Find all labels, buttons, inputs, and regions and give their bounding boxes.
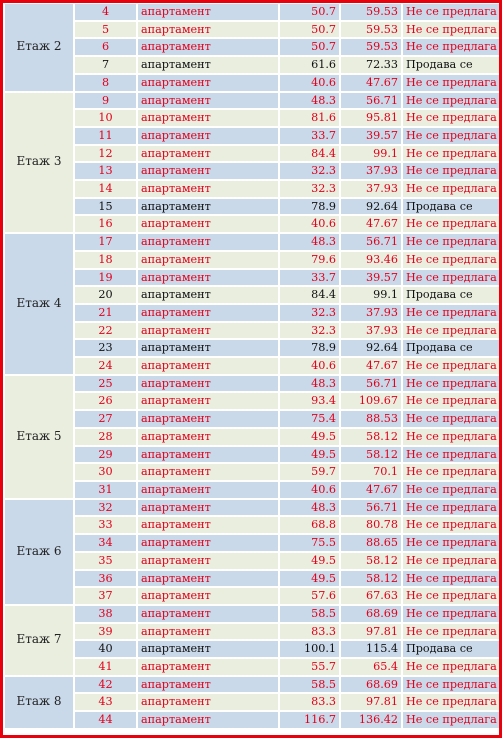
table-row <box>5 553 499 569</box>
apartment-status: Не се предлага <box>403 393 499 409</box>
table-row <box>5 712 499 728</box>
apartment-number: 23 <box>75 340 136 356</box>
apartment-type: апартамент <box>138 252 278 268</box>
apartment-total-area: 58.12 <box>341 571 401 587</box>
table-row <box>5 252 499 268</box>
apartment-status: Не се предлага <box>403 535 499 551</box>
apartment-number: 5 <box>75 22 136 38</box>
apartment-total-area: 88.53 <box>341 411 401 427</box>
table-row <box>5 677 499 693</box>
apartment-total-area: 47.67 <box>341 358 401 374</box>
apartment-type: апартамент <box>138 606 278 622</box>
apartment-area: 84.4 <box>280 146 339 162</box>
apartment-number: 43 <box>75 694 136 710</box>
apartment-number: 37 <box>75 588 136 604</box>
apartment-total-area: 97.81 <box>341 694 401 710</box>
table-row <box>5 411 499 427</box>
apartment-total-area: 37.93 <box>341 181 401 197</box>
apartment-status: Не се предлага <box>403 694 499 710</box>
apartment-number: 14 <box>75 181 136 197</box>
apartment-total-area: 65.4 <box>341 659 401 675</box>
table-row <box>5 376 499 392</box>
apartment-type: апартамент <box>138 163 278 179</box>
floor-label: Етаж 4 <box>5 234 73 374</box>
apartment-total-area: 92.64 <box>341 340 401 356</box>
apartment-total-area: 68.69 <box>341 677 401 693</box>
apartment-number: 27 <box>75 411 136 427</box>
apartment-total-area: 109.67 <box>341 393 401 409</box>
apartment-status: Продава се <box>403 199 499 215</box>
apartment-status: Не се предлага <box>403 712 499 728</box>
apartment-area: 116.7 <box>280 712 339 728</box>
apartment-total-area: 58.12 <box>341 429 401 445</box>
table-row <box>5 340 499 356</box>
apartment-area: 48.3 <box>280 93 339 109</box>
table-row <box>5 624 499 640</box>
apartment-type: апартамент <box>138 571 278 587</box>
apartment-area: 78.9 <box>280 340 339 356</box>
apartment-type: апартамент <box>138 57 278 73</box>
apartment-total-area: 67.63 <box>341 588 401 604</box>
apartment-number: 40 <box>75 641 136 657</box>
apartment-type: апартамент <box>138 411 278 427</box>
apartment-area: 33.7 <box>280 128 339 144</box>
apartment-type: апартамент <box>138 340 278 356</box>
apartment-total-area: 56.71 <box>341 93 401 109</box>
apartment-total-area: 80.78 <box>341 517 401 533</box>
apartment-area: 32.3 <box>280 323 339 339</box>
apartment-type: апартамент <box>138 447 278 463</box>
apartment-total-area: 99.1 <box>341 287 401 303</box>
apartment-number: 35 <box>75 553 136 569</box>
apartment-total-area: 56.71 <box>341 234 401 250</box>
apartment-number: 8 <box>75 75 136 91</box>
apartment-total-area: 56.71 <box>341 500 401 516</box>
apartment-status: Не се предлага <box>403 677 499 693</box>
apartment-area: 50.7 <box>280 39 339 55</box>
table-row <box>5 429 499 445</box>
apartment-status: Продава се <box>403 57 499 73</box>
apartment-status: Не се предлага <box>403 447 499 463</box>
apartment-area: 48.3 <box>280 234 339 250</box>
table-row <box>5 482 499 498</box>
apartment-status: Не се предлага <box>403 323 499 339</box>
apartment-status: Не се предлага <box>403 93 499 109</box>
apartment-status: Не се предлага <box>403 429 499 445</box>
floor-label: Етаж 5 <box>5 376 73 498</box>
apartment-number: 4 <box>75 4 136 20</box>
apartment-type: апартамент <box>138 39 278 55</box>
apartment-number: 19 <box>75 270 136 286</box>
apartment-number: 7 <box>75 57 136 73</box>
apartment-type: апартамент <box>138 659 278 675</box>
apartment-type: апартамент <box>138 4 278 20</box>
apartment-type: апартамент <box>138 553 278 569</box>
apartment-type: апартамент <box>138 358 278 374</box>
apartment-type: апартамент <box>138 500 278 516</box>
apartment-status: Продава се <box>403 641 499 657</box>
apartment-number: 20 <box>75 287 136 303</box>
apartment-number: 29 <box>75 447 136 463</box>
apartment-total-area: 58.12 <box>341 553 401 569</box>
table-row <box>5 535 499 551</box>
apartment-area: 75.5 <box>280 535 339 551</box>
table-row <box>5 606 499 622</box>
apartment-status: Не се предлага <box>403 128 499 144</box>
apartment-type: апартамент <box>138 588 278 604</box>
apartment-type: апартамент <box>138 464 278 480</box>
apartment-status: Не се предлага <box>403 270 499 286</box>
table-row <box>5 358 499 374</box>
apartment-area: 48.3 <box>280 500 339 516</box>
apartment-type: апартамент <box>138 535 278 551</box>
apartment-type: апартамент <box>138 694 278 710</box>
table-row <box>5 571 499 587</box>
apartment-area: 100.1 <box>280 641 339 657</box>
apartment-type: апартамент <box>138 128 278 144</box>
apartment-number: 6 <box>75 39 136 55</box>
apartment-type: апартамент <box>138 270 278 286</box>
apartment-area: 40.6 <box>280 216 339 232</box>
apartment-area: 32.3 <box>280 181 339 197</box>
table-row <box>5 270 499 286</box>
table-row <box>5 57 499 73</box>
apartment-status: Продава се <box>403 340 499 356</box>
apartment-number: 41 <box>75 659 136 675</box>
apartment-type: апартамент <box>138 482 278 498</box>
apartment-number: 18 <box>75 252 136 268</box>
apartment-total-area: 47.67 <box>341 75 401 91</box>
table-row <box>5 694 499 710</box>
apartment-total-area: 59.53 <box>341 39 401 55</box>
apartment-number: 39 <box>75 624 136 640</box>
table-row <box>5 641 499 657</box>
apartment-number: 13 <box>75 163 136 179</box>
apartment-status: Не се предлага <box>403 606 499 622</box>
apartment-status: Не се предлага <box>403 482 499 498</box>
apartment-type: апартамент <box>138 216 278 232</box>
apartment-total-area: 115.4 <box>341 641 401 657</box>
apartment-total-area: 56.71 <box>341 376 401 392</box>
apartment-type: апартамент <box>138 22 278 38</box>
apartment-status: Не се предлага <box>403 110 499 126</box>
apartment-number: 24 <box>75 358 136 374</box>
apartment-status: Не се предлага <box>403 659 499 675</box>
table-row <box>5 39 499 55</box>
apartment-status: Не се предлага <box>403 163 499 179</box>
apartment-status: Не се предлага <box>403 553 499 569</box>
apartment-number: 38 <box>75 606 136 622</box>
table-row <box>5 22 499 38</box>
apartment-number: 31 <box>75 482 136 498</box>
apartment-area: 78.9 <box>280 199 339 215</box>
apartment-type: апартамент <box>138 624 278 640</box>
apartment-area: 84.4 <box>280 287 339 303</box>
apartment-area: 50.7 <box>280 4 339 20</box>
apartment-number: 15 <box>75 199 136 215</box>
apartment-status: Не се предлага <box>403 500 499 516</box>
table-row <box>5 500 499 516</box>
table-row <box>5 287 499 303</box>
apartment-area: 50.7 <box>280 22 339 38</box>
apartment-number: 10 <box>75 110 136 126</box>
apartment-area: 55.7 <box>280 659 339 675</box>
table-row <box>5 323 499 339</box>
apartment-area: 48.3 <box>280 376 339 392</box>
apartment-number: 44 <box>75 712 136 728</box>
apartment-number: 36 <box>75 571 136 587</box>
apartment-type: апартамент <box>138 287 278 303</box>
floor-label: Етаж 6 <box>5 500 73 604</box>
apartment-number: 22 <box>75 323 136 339</box>
table-row <box>5 110 499 126</box>
apartment-total-area: 95.81 <box>341 110 401 126</box>
apartment-total-area: 92.64 <box>341 199 401 215</box>
apartment-number: 34 <box>75 535 136 551</box>
apartment-type: апартамент <box>138 712 278 728</box>
table-row <box>5 393 499 409</box>
apartment-status: Не се предлага <box>403 181 499 197</box>
apartment-total-area: 72.33 <box>341 57 401 73</box>
apartment-total-area: 37.93 <box>341 163 401 179</box>
apartment-type: апартамент <box>138 517 278 533</box>
apartment-status: Не се предлага <box>403 252 499 268</box>
apartment-status: Не се предлага <box>403 571 499 587</box>
apartment-type: апартамент <box>138 110 278 126</box>
apartment-number: 28 <box>75 429 136 445</box>
apartment-area: 58.5 <box>280 606 339 622</box>
apartment-area: 32.3 <box>280 305 339 321</box>
apartment-area: 59.7 <box>280 464 339 480</box>
apartment-total-area: 58.12 <box>341 447 401 463</box>
apartment-area: 33.7 <box>280 270 339 286</box>
apartment-number: 9 <box>75 93 136 109</box>
apartment-type: апартамент <box>138 305 278 321</box>
table-row <box>5 93 499 109</box>
apartment-area: 40.6 <box>280 482 339 498</box>
apartment-status: Не се предлага <box>403 588 499 604</box>
apartment-type: апартамент <box>138 641 278 657</box>
apartment-area: 49.5 <box>280 447 339 463</box>
apartment-area: 81.6 <box>280 110 339 126</box>
apartment-total-area: 47.67 <box>341 216 401 232</box>
apartment-type: апартамент <box>138 234 278 250</box>
apartment-status: Не се предлага <box>403 358 499 374</box>
table-row <box>5 146 499 162</box>
apartment-number: 33 <box>75 517 136 533</box>
apartment-number: 30 <box>75 464 136 480</box>
apartment-status: Не се предлага <box>403 305 499 321</box>
apartment-total-area: 88.65 <box>341 535 401 551</box>
apartment-total-area: 136.42 <box>341 712 401 728</box>
apartment-number: 21 <box>75 305 136 321</box>
apartment-type: апартамент <box>138 393 278 409</box>
table-row <box>5 216 499 232</box>
apartment-type: апартамент <box>138 323 278 339</box>
apartment-total-area: 68.69 <box>341 606 401 622</box>
apartment-area: 58.5 <box>280 677 339 693</box>
apartment-number: 17 <box>75 234 136 250</box>
apartment-total-area: 99.1 <box>341 146 401 162</box>
apartment-total-area: 97.81 <box>341 624 401 640</box>
apartment-area: 83.3 <box>280 624 339 640</box>
apartment-total-area: 93.46 <box>341 252 401 268</box>
apartment-status: Не се предлага <box>403 624 499 640</box>
apartment-number: 32 <box>75 500 136 516</box>
apartment-number: 12 <box>75 146 136 162</box>
apartment-status: Не се предлага <box>403 376 499 392</box>
apartment-area: 40.6 <box>280 358 339 374</box>
apartment-total-area: 70.1 <box>341 464 401 480</box>
table-row <box>5 305 499 321</box>
apartment-number: 26 <box>75 393 136 409</box>
apartment-total-area: 37.93 <box>341 323 401 339</box>
apartment-type: апартамент <box>138 677 278 693</box>
apartment-type: апартамент <box>138 199 278 215</box>
apartment-total-area: 59.53 <box>341 22 401 38</box>
apartment-type: апартамент <box>138 429 278 445</box>
apartment-area: 49.5 <box>280 553 339 569</box>
table-row <box>5 517 499 533</box>
apartment-status: Не се предлага <box>403 234 499 250</box>
apartment-type: апартамент <box>138 181 278 197</box>
apartment-total-area: 37.93 <box>341 305 401 321</box>
floor-label: Етаж 3 <box>5 93 73 233</box>
apartment-type: апартамент <box>138 146 278 162</box>
apartment-total-area: 47.67 <box>341 482 401 498</box>
table-row <box>5 128 499 144</box>
apartment-status: Не се предлага <box>403 39 499 55</box>
table-row <box>5 659 499 675</box>
apartment-type: апартамент <box>138 93 278 109</box>
table-row <box>5 181 499 197</box>
table-row <box>5 199 499 215</box>
table-row <box>5 4 499 20</box>
table-row <box>5 447 499 463</box>
apartment-number: 25 <box>75 376 136 392</box>
floor-label: Етаж 7 <box>5 606 73 675</box>
apartment-area: 93.4 <box>280 393 339 409</box>
apartment-type: апартамент <box>138 75 278 91</box>
apartment-number: 16 <box>75 216 136 232</box>
floor-label: Етаж 2 <box>5 4 73 91</box>
apartment-status: Продава се <box>403 287 499 303</box>
apartment-area: 49.5 <box>280 429 339 445</box>
apartment-area: 49.5 <box>280 571 339 587</box>
table-row <box>5 234 499 250</box>
apartment-total-area: 39.57 <box>341 128 401 144</box>
apartment-number: 42 <box>75 677 136 693</box>
apartment-total-area: 39.57 <box>341 270 401 286</box>
apartment-type: апартамент <box>138 376 278 392</box>
table-row <box>5 75 499 91</box>
apartment-area: 61.6 <box>280 57 339 73</box>
apartment-status: Не се предлага <box>403 411 499 427</box>
apartment-status: Не се предлага <box>403 216 499 232</box>
apartments-table <box>3 3 499 730</box>
apartment-area: 75.4 <box>280 411 339 427</box>
apartment-area: 68.8 <box>280 517 339 533</box>
apartment-status: Не се предлага <box>403 517 499 533</box>
apartment-status: Не се предлага <box>403 22 499 38</box>
apartment-number: 11 <box>75 128 136 144</box>
table-row <box>5 163 499 179</box>
apartments-table-body <box>5 4 499 728</box>
apartment-status: Не се предлага <box>403 75 499 91</box>
apartment-area: 32.3 <box>280 163 339 179</box>
apartment-area: 57.6 <box>280 588 339 604</box>
apartment-area: 83.3 <box>280 694 339 710</box>
apartment-area: 79.6 <box>280 252 339 268</box>
apartment-total-area: 59.53 <box>341 4 401 20</box>
table-row <box>5 588 499 604</box>
table-row <box>5 464 499 480</box>
apartment-status: Не се предлага <box>403 146 499 162</box>
apartment-status: Не се предлага <box>403 4 499 20</box>
listing-frame <box>3 3 499 735</box>
floor-label: Етаж 8 <box>5 677 73 728</box>
apartment-status: Не се предлага <box>403 464 499 480</box>
apartment-area: 40.6 <box>280 75 339 91</box>
